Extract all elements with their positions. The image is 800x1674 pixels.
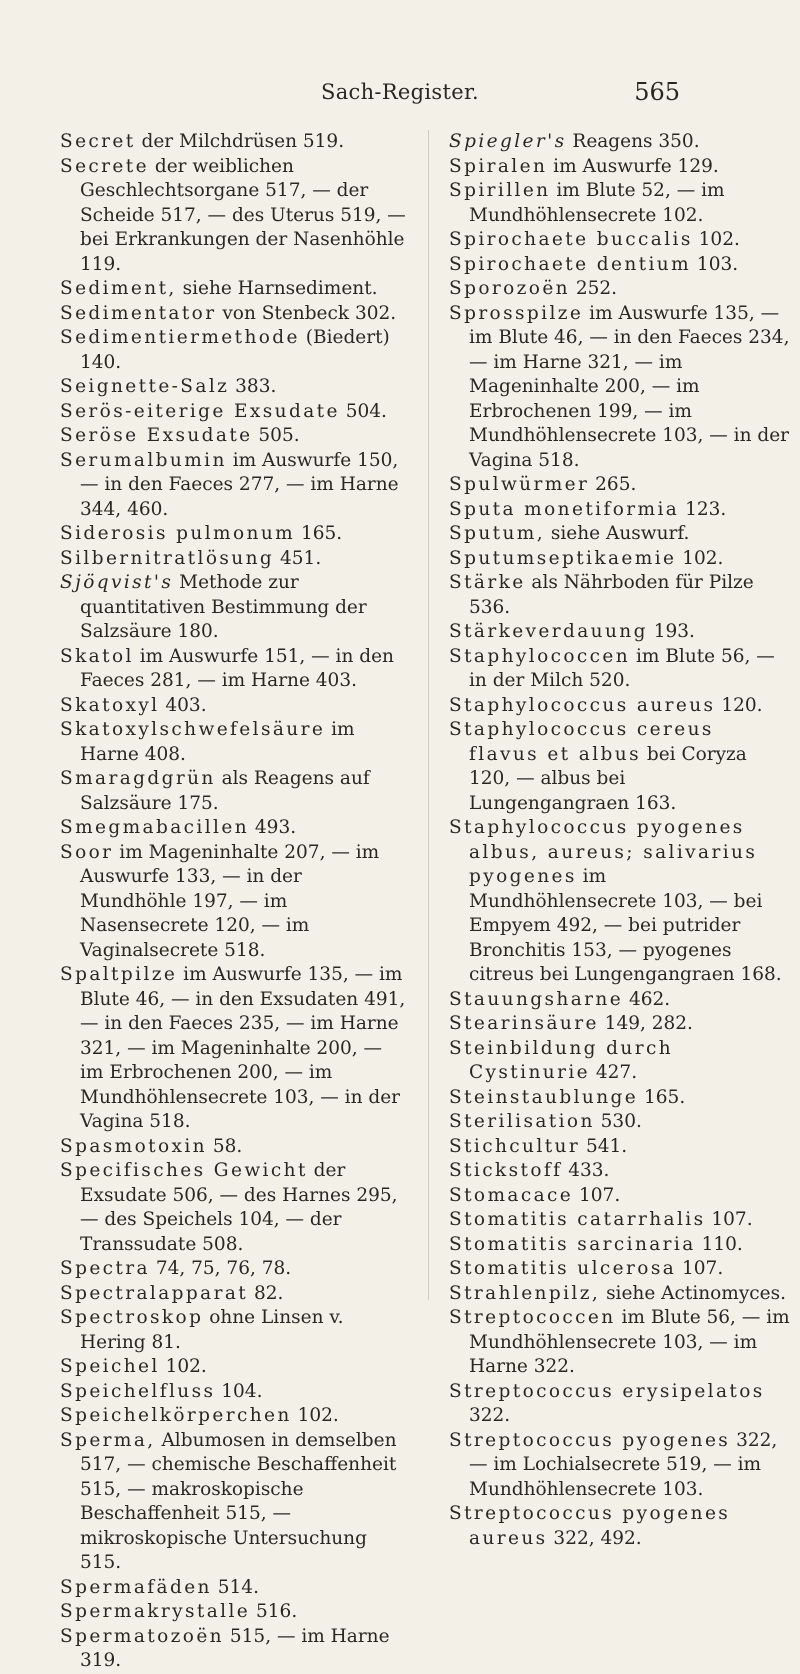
- index-entry: [60, 963, 406, 1135]
- index-entry: [60, 571, 406, 645]
- index-references: 102.: [692, 229, 740, 250]
- index-references: 82.: [248, 1282, 284, 1304]
- index-term: Smaragdgrün: [60, 768, 216, 789]
- index-references: bei Coryza 120, — albus bei Lungengangraen 163.: [469, 743, 747, 814]
- index-term: Specifisches Gewicht: [60, 1160, 308, 1181]
- index-entry: [60, 1306, 406, 1355]
- index-term: Stomatitis sarcinaria: [449, 1233, 696, 1255]
- index-references: 433.: [562, 1160, 610, 1181]
- index-term: Spasmotoxin: [60, 1135, 207, 1157]
- index-entry: [449, 1208, 791, 1233]
- index-references: 102.: [676, 547, 724, 569]
- index-references: 107.: [573, 1184, 621, 1206]
- index-references: 107.: [676, 1258, 724, 1279]
- index-entry: [449, 1282, 791, 1307]
- index-references: 427.: [590, 1062, 638, 1083]
- index-term: Silbernitratlösung: [60, 547, 275, 569]
- index-term: Sporozoën: [449, 278, 570, 299]
- index-term: Streptococcen: [449, 1307, 616, 1328]
- index-entry: [60, 1257, 406, 1282]
- index-references: im Blute 56, — im Mundhöhlensecrete 103, — im Harne 322.: [469, 1307, 790, 1377]
- index-entry: [60, 400, 406, 425]
- index-entry: [60, 718, 406, 767]
- index-entry: [60, 547, 406, 572]
- index-term: Spaltpilze: [60, 964, 178, 985]
- index-term: Sputa monetiformia: [449, 498, 680, 520]
- index-entry: [60, 1159, 406, 1257]
- index-references: 149, 282.: [598, 1013, 693, 1034]
- index-entry: [449, 522, 791, 547]
- index-entry: [60, 1429, 406, 1576]
- index-term: Stomatitis catarrhalis: [449, 1209, 706, 1230]
- index-references: als Nährboden für Pilze 536.: [469, 572, 754, 618]
- index-references: 322, — im Lochialsecrete 519, — im Mundhöhlensecrete 103.: [469, 1429, 778, 1500]
- index-entry: [449, 1086, 791, 1111]
- index-term: Stearinsäure: [449, 1013, 599, 1034]
- index-entry: [449, 718, 791, 816]
- index-references: 193.: [647, 621, 695, 642]
- index-entry: [60, 1625, 406, 1674]
- index-term: Seignette-Salz: [60, 376, 230, 397]
- index-references: 541.: [580, 1135, 628, 1157]
- index-references: 504.: [339, 400, 387, 422]
- index-entry: [449, 1184, 791, 1209]
- index-references: 322.: [469, 1405, 511, 1426]
- index-term: Secrete: [60, 155, 149, 177]
- index-term: Streptococcus erysipelatos: [449, 1380, 765, 1402]
- index-term: Streptococcus pyogenes: [449, 1429, 731, 1451]
- running-title: Sach-Register.: [321, 80, 479, 104]
- index-term: Speichelfluss: [60, 1380, 216, 1402]
- index-entry: [449, 1159, 791, 1184]
- index-term: Speichelkörperchen: [60, 1405, 292, 1426]
- index-term: Stärkeverdauung: [449, 621, 648, 642]
- index-entry: [449, 816, 791, 988]
- index-references: 530.: [594, 1111, 642, 1132]
- index-entry: [449, 547, 791, 572]
- index-entry: [60, 841, 406, 964]
- index-references: im Mageninhalte 207, — im Auswurfe 133, — in der Mundhöhle 197, — im Nasensecrete 120, — im Vaginalsecrete 518.: [80, 841, 380, 961]
- index-term: Sterilisation: [449, 1111, 595, 1132]
- index-term: Spirillen: [449, 180, 551, 201]
- index-entry: [60, 1282, 406, 1307]
- index-term: Staphylococcus cereus flavus et albus: [449, 719, 714, 765]
- index-term: Siderosis pulmonum: [60, 523, 296, 544]
- index-references: 104.: [215, 1380, 263, 1402]
- index-references: 514.: [211, 1576, 259, 1598]
- index-term: Spectra: [60, 1258, 150, 1279]
- index-references: 265.: [589, 474, 637, 495]
- index-references: 107.: [705, 1209, 753, 1230]
- index-entry: [60, 1600, 406, 1625]
- index-term: Secret: [60, 131, 136, 152]
- index-term: Staphylococcen: [449, 645, 631, 667]
- index-term: Sputum,: [449, 523, 546, 544]
- index-references: 462.: [623, 988, 671, 1010]
- index-references: 403.: [159, 694, 207, 716]
- index-references: als Reagens auf Salzsäure 175.: [80, 768, 370, 814]
- index-entry: [60, 155, 406, 278]
- index-term: Spirochaete buccalis: [449, 229, 693, 250]
- index-term: Stomacace: [449, 1184, 574, 1206]
- index-references: 120.: [715, 694, 763, 716]
- index-term: Spermafäden: [60, 1576, 212, 1598]
- index-entry: [449, 620, 791, 645]
- index-entry: [449, 473, 791, 498]
- index-entry: [449, 571, 791, 620]
- index-references: Methode zur quantitativen Bestimmung der Salzsäure 180.: [80, 572, 367, 642]
- index-references: im Auswurfe 135, — im Blute 46, — in den Exsudaten 491, — in den Faeces 235, — im Harne 321, — im Mageninhalte 200, — im Erbrochenen 200, — im Mundhöhlensecrete 103, — in der Vagina 518.: [80, 964, 406, 1132]
- index-references: 74, 75, 76, 78.: [149, 1258, 292, 1279]
- index-term: Stickstoff: [449, 1160, 563, 1181]
- index-references: 505.: [252, 425, 300, 446]
- index-term: Sediment,: [60, 278, 177, 299]
- index-references: im Auswurfe 135, — im Blute 46, — in den Faeces 234, — im Harne 321, — im Mageninhalte 200, — im Erbrochenen 199, — im Mundhöhlensecrete 103, — in der Vagina 518.: [469, 302, 790, 471]
- index-references: im Auswurfe 150, — in den Faeces 277, — im Harne 344, 460.: [80, 449, 399, 520]
- index-references: der Milchdrüsen 519.: [135, 131, 345, 152]
- index-entry: [60, 694, 406, 719]
- index-term: Sjöqvist's: [60, 572, 174, 593]
- index-entry: [60, 816, 406, 841]
- index-entry: [60, 424, 406, 449]
- index-entry: [60, 1404, 406, 1429]
- index-entry: [449, 1429, 791, 1503]
- index-entry: [60, 522, 406, 547]
- index-references: 165.: [638, 1086, 686, 1108]
- index-references: 383.: [229, 376, 277, 397]
- index-references: 102.: [291, 1405, 339, 1426]
- index-term: Spectralapparat: [60, 1282, 249, 1304]
- index-entry: [449, 1306, 791, 1380]
- index-entry: [60, 302, 406, 327]
- index-entry: [449, 1110, 791, 1135]
- index-term: Sedimentator: [60, 302, 217, 324]
- index-term: Stärke: [449, 572, 526, 593]
- index-term: Sperma,: [60, 1429, 156, 1451]
- index-entry: [449, 1037, 791, 1086]
- index-entry: [60, 130, 406, 155]
- index-references: 451.: [274, 547, 322, 569]
- index-entry: [449, 1233, 791, 1258]
- right-column: [449, 130, 791, 1551]
- index-entry: [60, 326, 406, 375]
- index-term: Sputumseptikaemie: [449, 547, 677, 569]
- index-term: Smegmabacillen: [60, 817, 250, 838]
- index-entry: [449, 1012, 791, 1037]
- index-entry: [449, 1502, 791, 1551]
- index-term: Stomatitis ulcerosa: [449, 1258, 677, 1279]
- column-divider: [428, 130, 429, 1300]
- index-entry: [449, 130, 791, 155]
- index-references: von Stenbeck 302.: [216, 302, 397, 324]
- index-references: im Auswurfe 129.: [547, 155, 719, 177]
- index-entry: [449, 179, 791, 228]
- left-column: [60, 130, 406, 1674]
- index-references: 165.: [295, 523, 343, 544]
- index-references: 515, — im Harne 319.: [80, 1625, 390, 1671]
- index-references: der weiblichen Geschlechtsorgane 517, — der Scheide 517, — des Uterus 519, — bei Erkrankungen der Nasenhöhle 119.: [80, 155, 406, 275]
- index-term: Skatoxyl: [60, 694, 160, 716]
- index-references: der Exsudate 506, — des Harnes 295, — des Speichels 104, — der Transsudate 508.: [80, 1160, 398, 1255]
- page-number: 565: [634, 78, 680, 106]
- index-references: im Blute 52, — im Mundhöhlensecrete 102.: [469, 180, 725, 226]
- index-entry: [449, 1135, 791, 1160]
- index-references: im Blute 56, — in der Milch 520.: [469, 645, 775, 691]
- index-entry: [449, 228, 791, 253]
- index-term: Streptococcus pyogenes aureus: [449, 1503, 731, 1549]
- index-entry: [60, 375, 406, 400]
- index-term: Speichel: [60, 1356, 160, 1377]
- index-entry: [449, 1257, 791, 1282]
- index-references: 252.: [569, 278, 618, 299]
- index-references: siehe Actinomyces.: [600, 1282, 786, 1304]
- index-references: Reagens 350.: [566, 131, 700, 152]
- index-references: 322, 492.: [547, 1527, 642, 1549]
- index-entry: [60, 1135, 406, 1160]
- index-references: 102.: [159, 1356, 207, 1377]
- index-term: Spectroskop: [60, 1307, 204, 1328]
- index-entry: [60, 645, 406, 694]
- index-entry: [449, 302, 791, 474]
- index-references: siehe Harnsediment.: [176, 278, 378, 299]
- page-header: [0, 80, 800, 120]
- index-term: Staphylococcus pyogenes albus, aureus; salivarius pyogenes: [449, 817, 758, 887]
- index-term: Spirochaete dentium: [449, 253, 692, 275]
- index-term: Seröse Exsudate: [60, 425, 253, 446]
- index-term: Staphylococcus aureus: [449, 694, 716, 716]
- index-references: im Mundhöhlensecrete 103, — bei Empyem 492, — bei putrider Bronchitis 153, — pyogenes citreus bei Lungengangraen 168.: [469, 866, 782, 985]
- index-entry: [60, 449, 406, 523]
- index-entry: [60, 1380, 406, 1405]
- index-entry: [60, 1355, 406, 1380]
- index-term: Serumalbumin: [60, 449, 227, 471]
- index-term: Spermakrystalle: [60, 1601, 251, 1622]
- index-entry: [449, 988, 791, 1013]
- index-term: Soor: [60, 841, 114, 863]
- index-term: Strahlenpilz,: [449, 1282, 601, 1304]
- index-term: Steinstaublunge: [449, 1086, 639, 1108]
- index-term: Spulwürmer: [449, 474, 590, 495]
- index-references: 58.: [206, 1135, 243, 1157]
- index-term: Spermatozoën: [60, 1625, 224, 1647]
- index-term: Skatol: [60, 645, 134, 667]
- index-references: siehe Auswurf.: [545, 523, 690, 544]
- index-term: Sprosspilze: [449, 302, 584, 324]
- index-term: Stichcultur: [449, 1135, 581, 1157]
- index-references: im Auswurfe 151, — in den Faeces 281, — im Harne 403.: [80, 645, 394, 691]
- index-term: Steinbildung durch Cystinurie: [449, 1037, 674, 1083]
- index-references: 123.: [679, 498, 727, 520]
- index-entry: [449, 645, 791, 694]
- index-term: Skatoxylschwefelsäure: [60, 719, 326, 740]
- index-entry: [60, 767, 406, 816]
- index-term: Stauungsharne: [449, 988, 624, 1010]
- index-references: (Biedert) 140.: [80, 327, 390, 373]
- index-entry: [449, 277, 791, 302]
- index-term: Spiralen: [449, 155, 548, 177]
- index-term: Spiegler's: [449, 131, 567, 152]
- index-entry: [449, 694, 791, 719]
- index-entry: [449, 498, 791, 523]
- index-entry: [449, 253, 791, 278]
- index-references: ohne Linsen v. Hering 81.: [80, 1307, 344, 1353]
- index-term: Sedimentiermethode: [60, 327, 300, 348]
- index-entry: [449, 155, 791, 180]
- index-entry: [449, 1380, 791, 1429]
- index-entry: [60, 277, 406, 302]
- index-references: im Harne 408.: [80, 719, 355, 765]
- index-references: 110.: [695, 1233, 743, 1255]
- index-references: 493.: [249, 817, 297, 838]
- index-references: Albumosen in demselben 517, — chemische Beschaffenheit 515, — makroskopische Beschaffenheit 515, — mikroskopische Untersuchung 515.: [80, 1429, 397, 1573]
- index-references: 516.: [250, 1601, 298, 1622]
- index-term: Serös-eiterige Exsudate: [60, 400, 340, 422]
- index-entry: [60, 1576, 406, 1601]
- index-references: 103.: [691, 253, 739, 275]
